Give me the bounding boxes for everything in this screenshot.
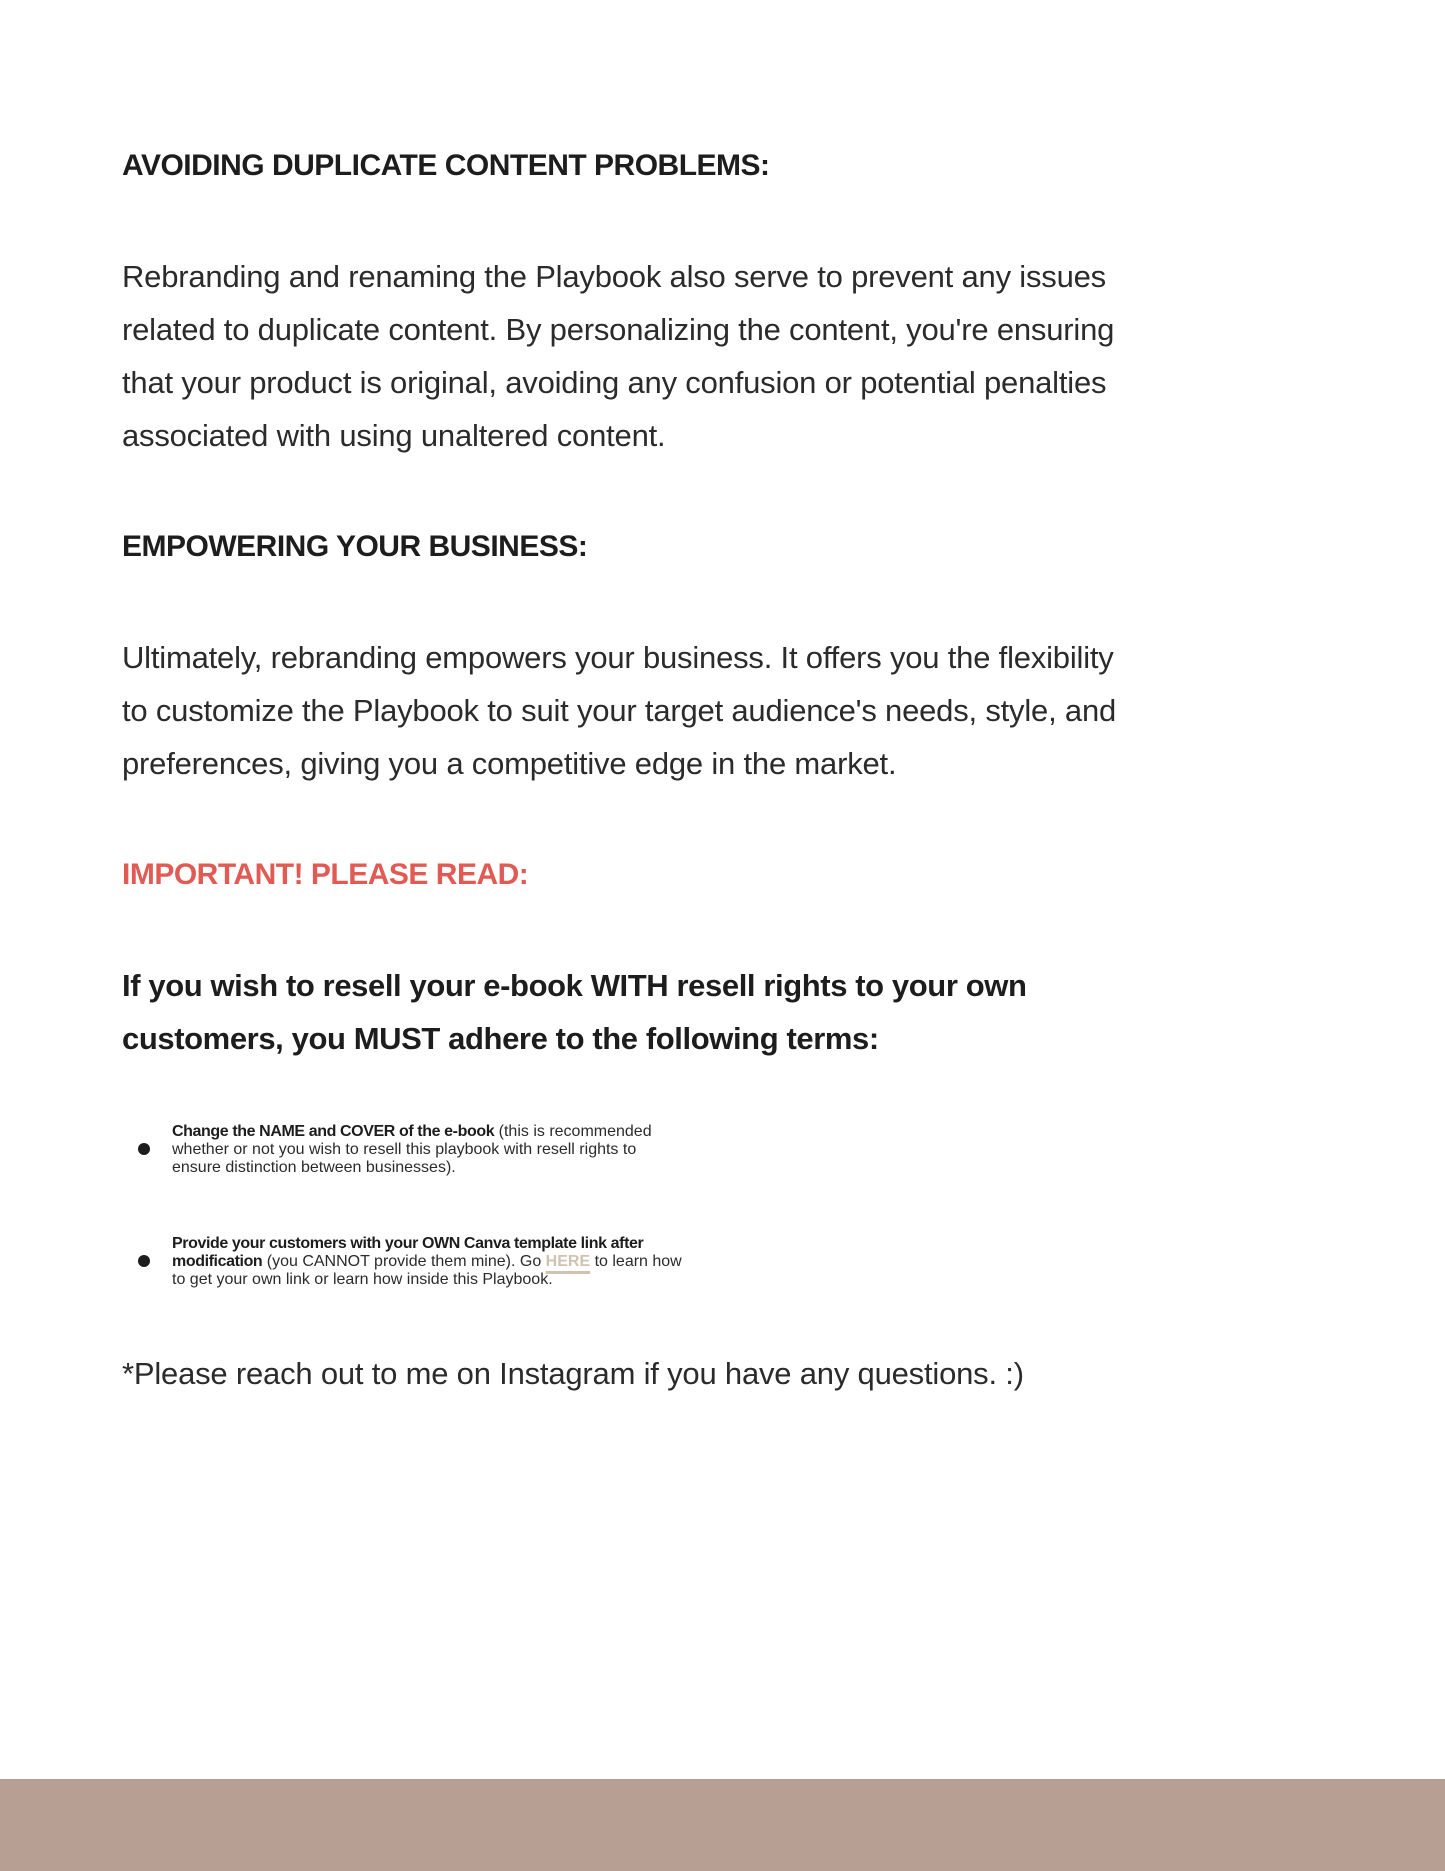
text-line: Ultimately, rebranding empowers your business. It offers you the flexibility <box>122 640 1114 675</box>
text-run: to learn how <box>590 1253 682 1270</box>
paragraph-empowering-business <box>122 631 1405 790</box>
text-line: related to duplicate content. By personalizing the content, you're ensuring <box>122 312 1115 347</box>
text-line <box>172 1159 652 1177</box>
section-heading-duplicate-content: AVOIDING DUPLICATE CONTENT PROBLEMS: <box>122 149 770 182</box>
text-run: whether or not you wish to resell this playbook with resell rights to <box>172 1141 637 1158</box>
here-link[interactable]: HERE <box>545 1253 591 1270</box>
text-line: associated with using unaltered content. <box>122 418 666 453</box>
text-line: to customize the Playbook to suit your target audience's needs, style, and <box>122 693 1117 728</box>
instagram-footnote: *Please reach out to me on Instagram if you have any questions. :) <box>122 1356 1024 1391</box>
bold-text-run: modification <box>172 1253 263 1270</box>
bullet-icon <box>138 1143 150 1155</box>
resell-terms-intro <box>122 959 1405 1065</box>
terms-list <box>122 1123 1405 1289</box>
term-text-own-canva-link <box>172 1235 682 1289</box>
text-line: Rebranding and renaming the Playbook also serve to prevent any issues <box>122 259 1106 294</box>
text-run: to get your own link or learn how inside this Playbook. <box>172 1271 553 1288</box>
text-line <box>172 1253 682 1271</box>
bullet-icon <box>138 1255 150 1267</box>
bold-text-run: Change the NAME and COVER of the e-book <box>172 1123 495 1140</box>
section-heading-empowering-business: EMPOWERING YOUR BUSINESS: <box>122 530 588 563</box>
text-run: (you CANNOT provide them mine). Go <box>262 1253 546 1270</box>
text-line <box>172 1141 652 1159</box>
term-item-change-name-cover <box>122 1123 1405 1177</box>
term-text-change-name-cover <box>172 1123 652 1177</box>
text-line <box>172 1271 682 1289</box>
term-item-own-canva-link <box>122 1235 1405 1289</box>
text-line: customers, you MUST adhere to the following terms: <box>122 1021 879 1056</box>
footer-bar <box>0 1779 1445 1871</box>
bold-text-run: Provide your customers with your OWN Canva template link after <box>172 1235 644 1252</box>
paragraph-duplicate-content <box>122 250 1405 462</box>
important-please-read-heading: IMPORTANT! PLEASE READ: <box>122 858 529 891</box>
text-line: If you wish to resell your e-book WITH resell rights to your own <box>122 968 1027 1003</box>
text-run: ensure distinction between businesses). <box>172 1159 456 1176</box>
text-line <box>172 1235 682 1253</box>
text-line <box>172 1123 652 1141</box>
text-run: (this is recommended <box>494 1123 652 1140</box>
text-line: preferences, giving you a competitive edge in the market. <box>122 746 897 781</box>
text-line: that your product is original, avoiding any confusion or potential penalties <box>122 365 1107 400</box>
